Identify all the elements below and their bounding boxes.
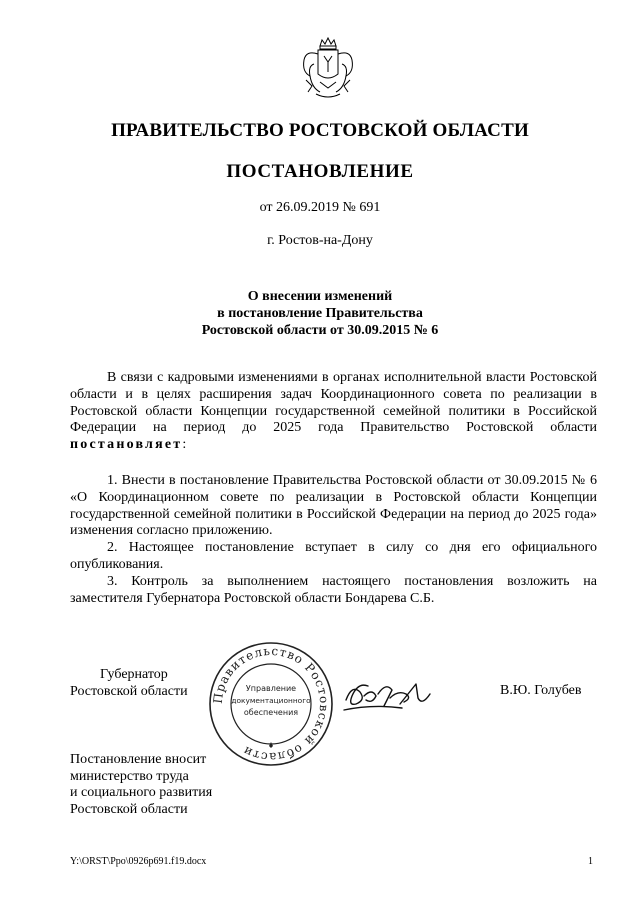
subject-line: О внесении изменений [247,289,393,304]
decree-point: 3. Контроль за выполнением настоящего постановления возложить на заместителя Губернатора Ростовской области Бондарева С.Б. [70,573,597,606]
page-number: 1 [588,856,593,867]
signatory-name: В.Ю. Голубев [500,683,582,698]
official-seal [207,640,335,768]
document-type: ПОСТАНОВЛЕНИЕ [226,161,414,182]
signatory-role-line: Ростовской области [70,684,188,699]
subject-line: в постановление Правительства [217,306,423,321]
submitter-line: министерство труда [70,768,189,784]
decree-word: постановляет [70,437,183,453]
intro-colon: : [182,437,187,453]
submitter-line: Постановление вносит [70,752,207,767]
intro-text: В связи с кадровыми изменениями в органах исполнительной власти Ростовской области и в целях расширения задач Координационного совета по реализации в Ростовской области Концепции государственной семейной политики в Российской Федерации на период до 2025 года Правительство Ростовской области [70,370,597,436]
signatory-role [70,666,220,700]
signatory-role-line: Губернатор [100,667,168,682]
submitter-line: Ростовской области [70,801,188,817]
submitter-block [70,752,270,818]
document-date-number: от 26.09.2019 № 691 [259,200,381,215]
submitter-line: и социального развития [70,785,213,800]
decree-point: 2. Настоящее постановление вступает в силу со дня его официального опубликования. [70,540,597,572]
subject-line: Ростовской области от 30.09.2015 № 6 [201,323,439,338]
footer-file-path: Y:\ORST\Ppo\0926p691.f19.docx [70,856,207,867]
seal-ring-text: Правительство Ростовской области [210,643,332,765]
seal-inner-text: Управление [245,684,297,693]
seal-star-icon [269,742,273,748]
document-city: г. Ростов-на-Дону [267,233,373,248]
handwritten-signature [342,670,434,718]
seal-inner-text: обеспечения [243,708,299,717]
government-title: ПРАВИТЕЛЬСТВО РОСТОВСКОЙ ОБЛАСТИ [111,120,529,141]
document-subject [0,288,640,339]
decree-points [70,473,597,607]
intro-paragraph [70,370,597,454]
seal-inner-text: документационного [231,696,311,705]
decree-point: 1. Внести в постановление Правительства Ростовской области от 30.09.2015 № 6 «О Координационном совете по реализации в Ростовской области Концепции государственной семейной политики в Российской Федерации на период до 2025 года» изменения согласно приложению. [70,473,597,539]
coat-of-arms-emblem [298,36,358,102]
